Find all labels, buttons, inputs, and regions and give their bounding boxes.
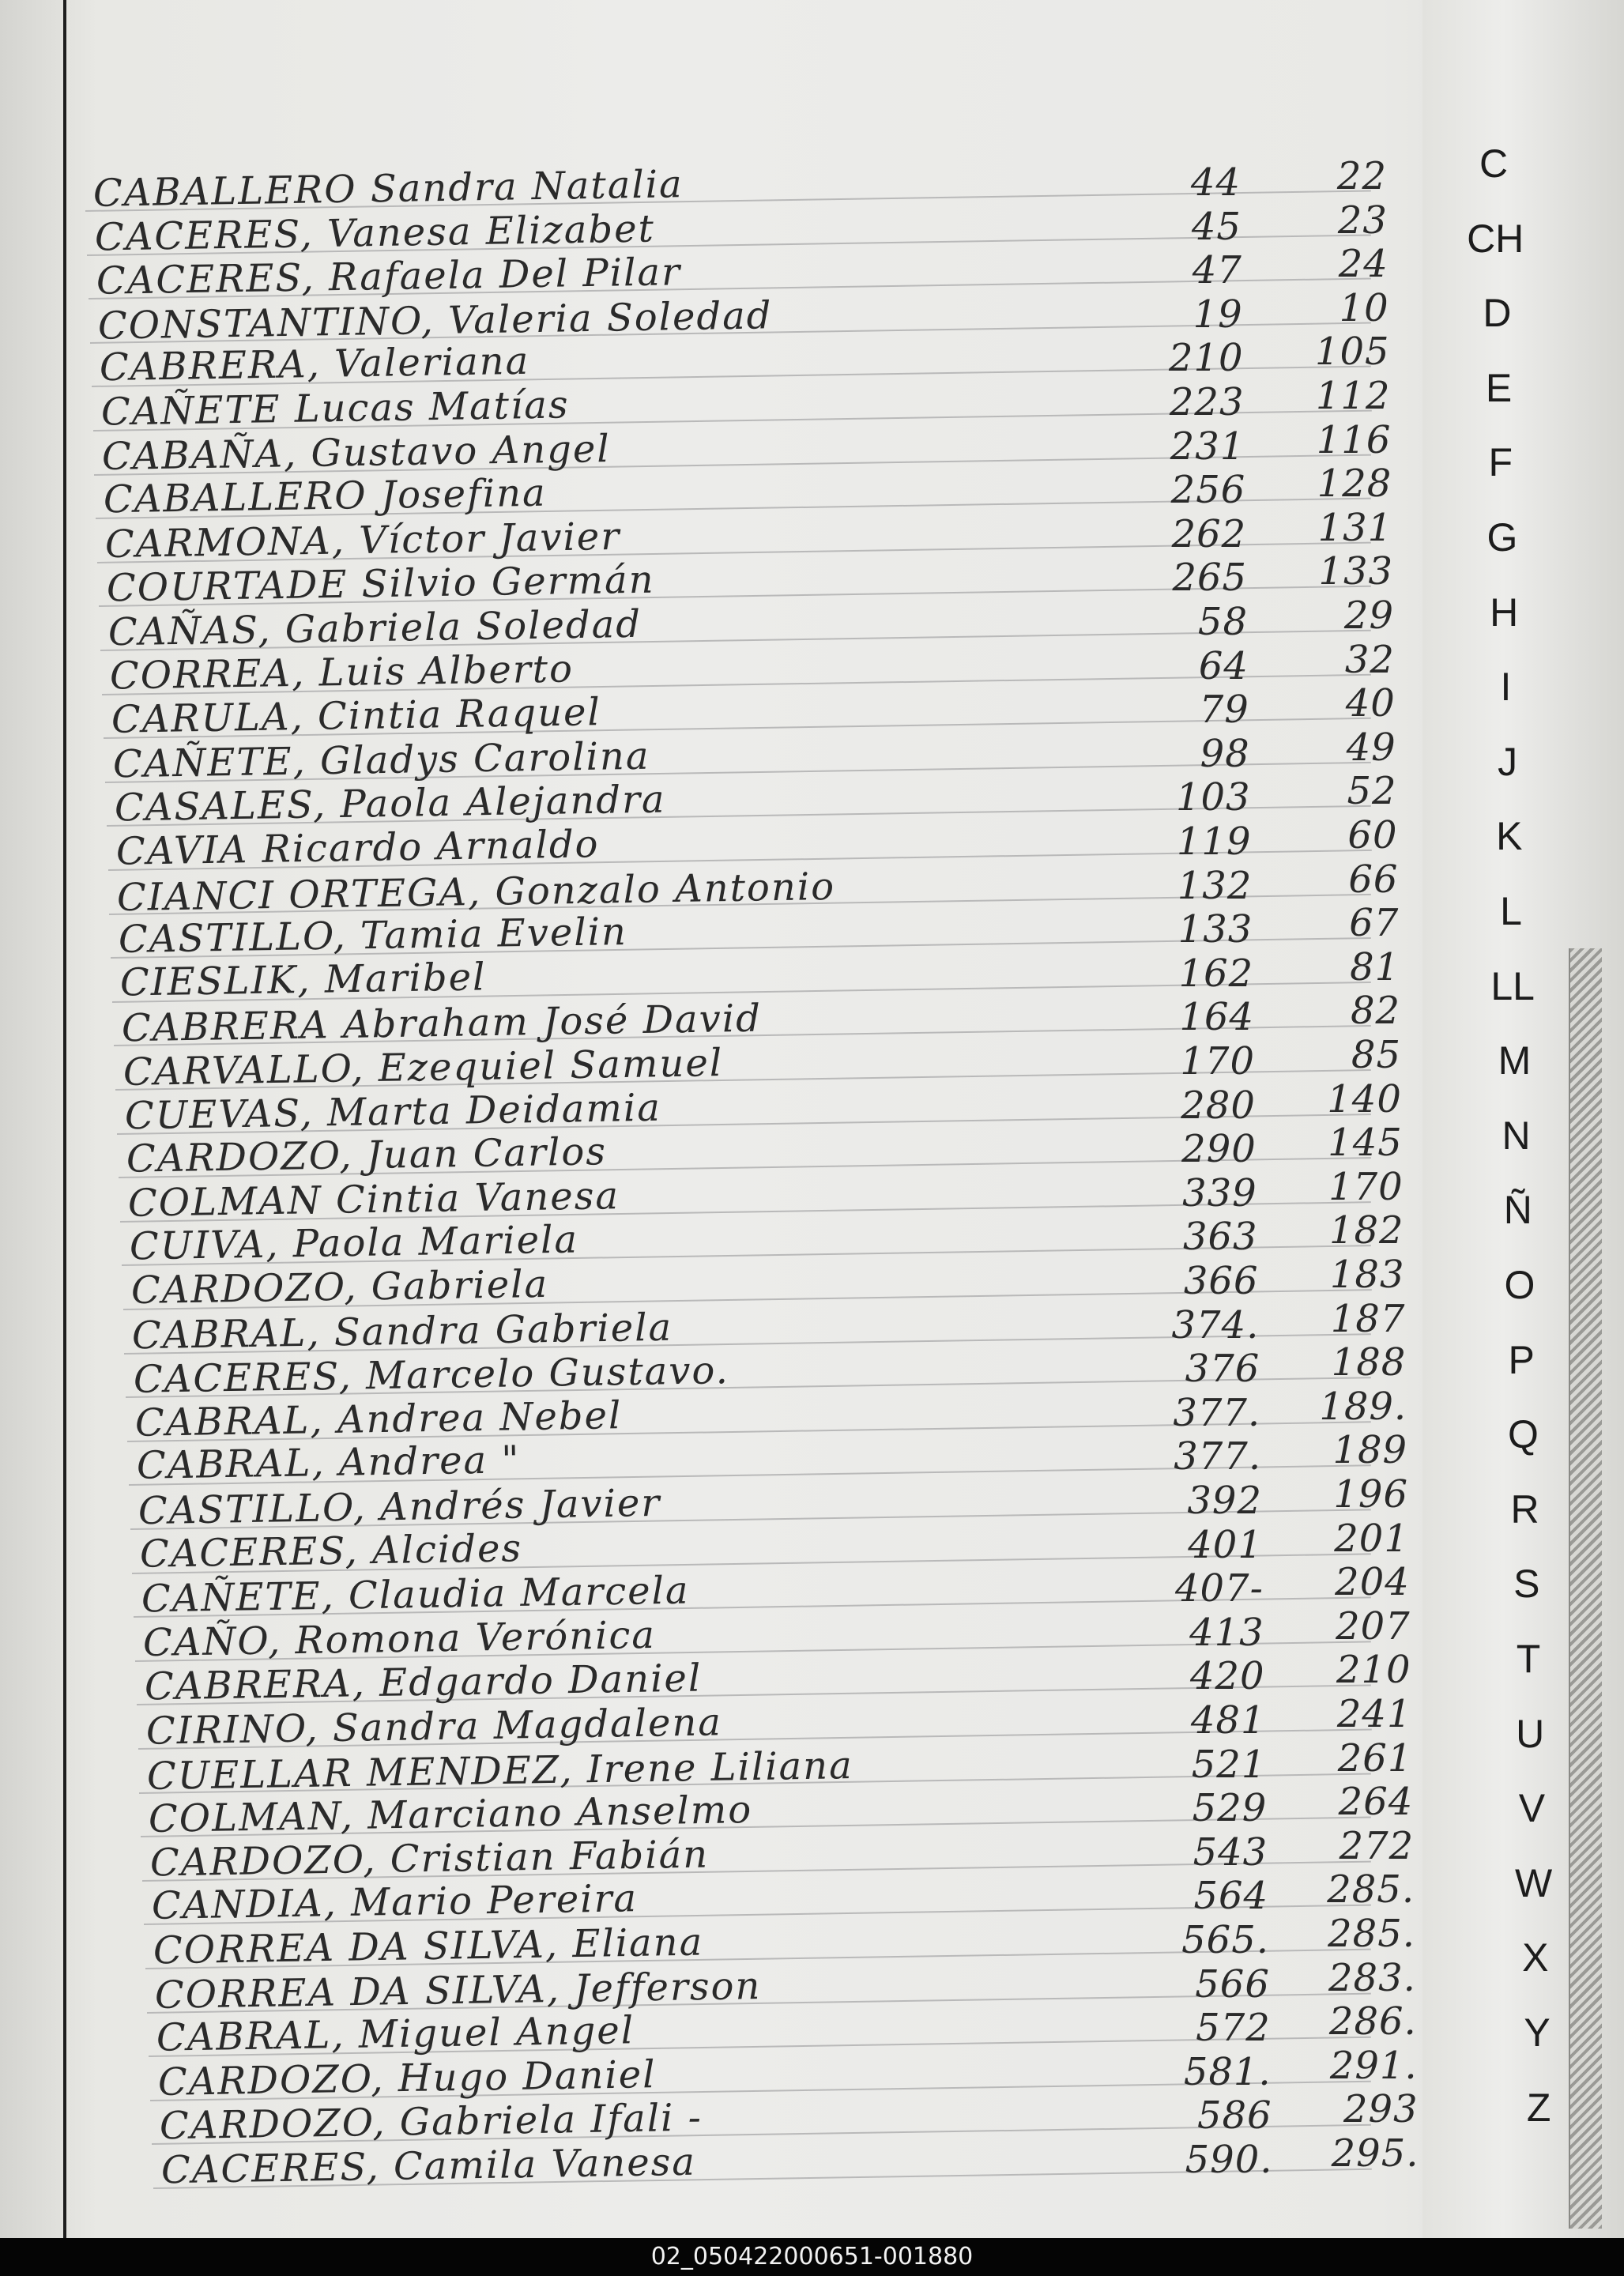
entry-half-number: 49 [1346, 725, 1396, 770]
entry-number: 339 [1182, 1170, 1257, 1215]
entry-half-number: 286. [1328, 1999, 1417, 2044]
entry-name: CANDIA, Mario Pereira [151, 1876, 639, 1929]
entry-number: 210 [1168, 336, 1244, 381]
entry-number: 565. [1181, 1918, 1269, 1962]
entry-number: 564 [1193, 1874, 1269, 1919]
entry-half-number: 283. [1328, 1955, 1416, 2000]
entry-name: CARVALLO, Ezequiel Samuel [122, 1041, 724, 1095]
entry-half-number: 196 [1333, 1472, 1408, 1517]
entry-half-number: 285. [1327, 1867, 1415, 1912]
entry-name: CAÑO, Romona Verónica [142, 1612, 657, 1665]
index-tab[interactable]: L [1500, 889, 1522, 933]
entry-half-number: 105 [1314, 330, 1390, 375]
index-tab[interactable]: W [1514, 1860, 1553, 1905]
entry-name: CONSTANTINO, Valeria Soledad [97, 293, 773, 349]
entry-number: 407- [1174, 1566, 1264, 1611]
index-tab[interactable]: V [1518, 1786, 1546, 1831]
index-tab[interactable]: LL [1490, 963, 1535, 1008]
entry-name: CARDOZO, Gabriela [130, 1261, 549, 1313]
entry-number: 521 [1191, 1742, 1267, 1787]
entry-number: 581. [1183, 2049, 1272, 2094]
entry-name: CARULA, Cintia Raquel [111, 690, 602, 743]
entry-number: 103 [1175, 775, 1251, 820]
entry-half-number: 201 [1334, 1516, 1409, 1561]
entry-name: CABRAL, Sandra Gabriela [131, 1305, 673, 1358]
entry-number: 162 [1178, 951, 1254, 996]
index-tab[interactable]: Q [1507, 1412, 1539, 1457]
entry-name: CORREA DA SILVA, Jefferson [154, 1963, 762, 2018]
entry-half-number: 29 [1343, 593, 1394, 638]
footer-caption: 02_050422000651-001880 [650, 2243, 974, 2270]
entry-number: 231 [1170, 424, 1245, 469]
entry-number: 590. [1185, 2138, 1273, 2182]
index-tab[interactable]: F [1488, 440, 1513, 485]
entry-name: CACERES, Rafaela Del Pilar [96, 250, 682, 303]
entry-number: 566 [1195, 1961, 1270, 2007]
entry-half-number: 60 [1347, 813, 1398, 857]
entry-name: CUEVAS, Marta Deidamia [124, 1085, 662, 1138]
entry-number: 586 [1196, 2093, 1272, 2138]
index-tab[interactable]: Ñ [1503, 1188, 1532, 1233]
entry-half-number: 145 [1328, 1121, 1403, 1166]
entry-half-number: 81 [1350, 944, 1400, 989]
entry-name: CASTILLO, Tamia Evelin [118, 910, 628, 963]
entry-number: 170 [1180, 1039, 1255, 1083]
entry-name: CORREA, Luis Alberto [109, 646, 575, 699]
entry-name: CIANCI ORTEGA, Gonzalo Antonio [117, 864, 836, 920]
entry-half-number: 295. [1331, 2131, 1419, 2176]
entry-half-number: 210 [1336, 1648, 1411, 1693]
index-tab[interactable]: C [1479, 141, 1509, 186]
entry-name: CAÑETE, Gladys Carolina [112, 733, 650, 787]
entry-name: CUIVA, Paola Mariela [129, 1217, 579, 1269]
entry-half-number: 23 [1337, 198, 1388, 243]
entry-half-number: 272 [1339, 1823, 1415, 1868]
entry-number: 481 [1190, 1698, 1266, 1743]
entry-half-number: 188 [1331, 1340, 1407, 1385]
entry-half-number: 285. [1328, 1912, 1415, 1956]
entry-half-number: 204 [1335, 1560, 1410, 1605]
index-tab[interactable]: T [1516, 1637, 1541, 1681]
entry-half-number: 82 [1351, 989, 1401, 1034]
index-tab[interactable]: S [1513, 1562, 1540, 1607]
entry-number: 223 [1169, 380, 1245, 424]
entry-number: 392 [1187, 1479, 1262, 1523]
entry-number: 133 [1177, 907, 1253, 952]
entry-number: 262 [1171, 511, 1247, 556]
entry-name: CABRERA, Valeriana [99, 339, 530, 390]
index-tab[interactable]: CH [1467, 216, 1524, 261]
index-tab[interactable]: Y [1524, 2010, 1551, 2055]
entry-half-number: 261 [1337, 1735, 1413, 1780]
entry-number: 280 [1181, 1083, 1256, 1128]
entry-name: CAÑAS, Gabriela Soledad [107, 601, 642, 655]
entry-half-number: 131 [1317, 505, 1393, 550]
entry-half-number: 40 [1345, 681, 1396, 726]
entry-number: 376 [1185, 1347, 1260, 1392]
index-tab[interactable]: G [1486, 515, 1518, 560]
entry-number: 58 [1197, 600, 1248, 644]
entry-half-number: 133 [1318, 549, 1394, 594]
entry-name: CAÑETE Lucas Matías [100, 382, 570, 435]
entry-number: 64 [1198, 643, 1249, 688]
entry-name: COLMAN, Marciano Anselmo [148, 1788, 753, 1842]
entry-name: COURTADE Silvio Germán [106, 557, 656, 611]
entry-number: 119 [1176, 820, 1252, 864]
entry-half-number: 112 [1315, 374, 1391, 418]
entry-name: CABRERA Abraham José David [121, 997, 763, 1051]
entry-number: 265 [1172, 556, 1248, 601]
entry-half-number: 66 [1348, 857, 1399, 902]
entry-number: 19 [1193, 292, 1243, 337]
entry-number: 98 [1200, 731, 1250, 776]
entry-half-number: 241 [1336, 1692, 1412, 1736]
entry-half-number: 67 [1349, 901, 1400, 946]
entry-name: CIESLIK, Maribel [119, 955, 487, 1005]
entry-name: CASTILLO, Andrés Javier [138, 1480, 661, 1534]
index-tab[interactable]: Z [1526, 2085, 1551, 2130]
entry-number: 377. [1173, 1390, 1261, 1435]
index-tab[interactable]: M [1498, 1038, 1532, 1083]
index-tab[interactable]: K [1496, 814, 1523, 859]
entry-name: CABRAL, Andrea Nebel [134, 1392, 623, 1445]
entry-name: CABALLERO Josefina [103, 470, 548, 522]
entry-number: 572 [1196, 2006, 1271, 2051]
index-tab[interactable]: H [1490, 590, 1519, 635]
index-tab[interactable]: X [1522, 1935, 1549, 1980]
index-tab[interactable]: J [1498, 739, 1518, 784]
entry-number: 164 [1179, 995, 1255, 1040]
entry-half-number: 182 [1328, 1208, 1404, 1253]
entry-half-number: 264 [1338, 1780, 1414, 1825]
entry-number: 79 [1199, 688, 1249, 733]
entry-name: CARDOZO, Juan Carlos [126, 1129, 608, 1181]
entry-half-number: 189. [1319, 1384, 1407, 1429]
entry-half-number: 293 [1343, 2087, 1419, 2132]
entry-half-number: 140 [1327, 1076, 1402, 1121]
entry-half-number: 187 [1330, 1296, 1406, 1341]
index-tab[interactable]: I [1500, 665, 1512, 710]
entry-half-number: 170 [1328, 1164, 1404, 1209]
entry-name: CARDOZO, Cristian Fabián [149, 1832, 710, 1886]
entry-name: CORREA DA SILVA, Eliana [153, 1920, 704, 1973]
entry-half-number: 22 [1336, 154, 1387, 198]
entry-name: CARMONA, Víctor Javier [104, 514, 621, 567]
entry-name: CARDOZO, Hugo Daniel [157, 2052, 657, 2105]
entry-name: CACERES, Alcides [139, 1525, 523, 1577]
entry-name: CASALES, Paola Alejandra [114, 777, 666, 831]
entry-name: CIRINO, Sandra Magdalena [145, 1700, 722, 1754]
entry-number: 45 [1191, 204, 1242, 249]
entry-number: 363 [1182, 1215, 1258, 1260]
entry-name: CAÑETE, Claudia Marcela [141, 1568, 690, 1622]
entry-name: CARDOZO, Gabriela Ifali - [159, 2095, 703, 2149]
entry-number: 420 [1189, 1654, 1265, 1699]
entry-half-number: 32 [1344, 637, 1395, 682]
entry-name: CABRERA, Edgardo Daniel [144, 1656, 703, 1709]
entry-name: CACERES, Marcelo Gustavo. [133, 1348, 730, 1403]
entry-name: CABRAL, Miguel Angel [156, 2008, 635, 2060]
entry-number: 256 [1170, 468, 1246, 513]
entry-name: CABRAL, Andrea " [136, 1438, 521, 1489]
index-tab[interactable]: D [1483, 291, 1512, 336]
entry-number: 290 [1181, 1127, 1257, 1172]
entry-number: 543 [1193, 1829, 1268, 1875]
entry-half-number: 128 [1317, 462, 1392, 507]
index-tab[interactable]: N [1502, 1113, 1531, 1158]
index-tab[interactable]: E [1485, 365, 1513, 410]
entry-half-number: 183 [1329, 1253, 1405, 1297]
entry-half-number: 291. [1329, 2043, 1418, 2088]
entry-half-number: 52 [1347, 769, 1397, 814]
entry-number: 401 [1188, 1522, 1263, 1567]
entry-number: 132 [1177, 863, 1253, 908]
entry-half-number: 207 [1336, 1603, 1411, 1649]
index-tab[interactable]: O [1504, 1263, 1535, 1307]
entry-name: CABAÑA, Gustavo Angel [101, 426, 612, 479]
index-tab[interactable]: P [1508, 1337, 1535, 1382]
entry-half-number: 116 [1316, 417, 1392, 462]
margin-line [63, 0, 66, 2238]
entry-number: 413 [1189, 1610, 1264, 1655]
entry-name: CUELLAR MENDEZ, Irene Liliana [147, 1743, 854, 1799]
entry-name: CABALLERO Sandra Natalia [92, 162, 684, 216]
entry-name: CACERES, Camila Vanesa [160, 2139, 696, 2193]
entry-name: CACERES, Vanesa Elizabet [94, 206, 656, 260]
entry-number: 529 [1192, 1786, 1268, 1831]
entry-number: 374. [1171, 1302, 1260, 1347]
entry-name: CAVIA Ricardo Arnaldo [115, 822, 600, 874]
entry-number: 366 [1183, 1259, 1259, 1303]
entry-name: COLMAN Cintia Vanesa [127, 1173, 620, 1226]
entry-number: 44 [1190, 160, 1241, 205]
entry-half-number: 10 [1339, 285, 1389, 330]
entry-half-number: 85 [1351, 1033, 1401, 1077]
entry-number: 47 [1192, 248, 1242, 293]
entry-half-number: 189 [1332, 1428, 1408, 1473]
entry-number: 377. [1174, 1434, 1262, 1479]
index-tab[interactable]: R [1510, 1487, 1539, 1532]
entry-half-number: 24 [1338, 242, 1389, 287]
index-tab[interactable]: U [1516, 1711, 1545, 1756]
